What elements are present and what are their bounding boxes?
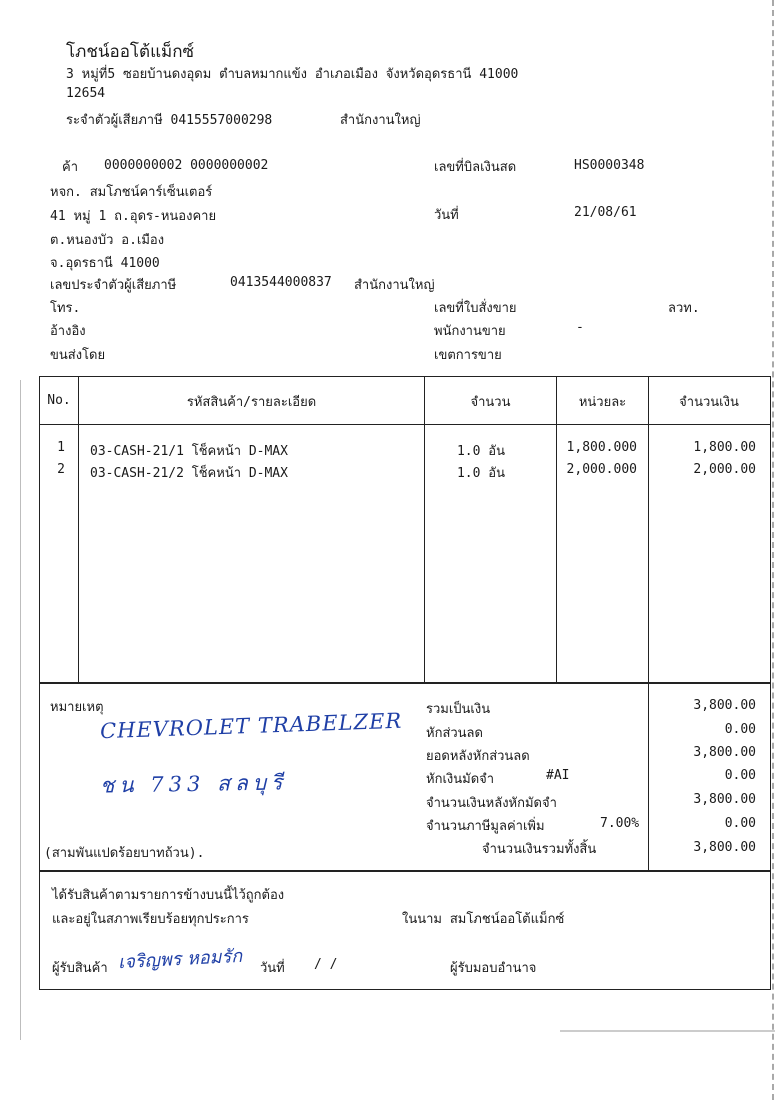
bill-no: HS0000348 — [574, 158, 645, 173]
customer-name: หจก. สมโภชน์คาร์เซ็นเตอร์ — [50, 185, 213, 200]
company-name: โภชน์ออโต้แม็กซ์ — [66, 42, 195, 62]
col-divider — [78, 377, 79, 682]
col-divider — [556, 377, 557, 682]
deposit-label: หักเงินมัดจำ — [426, 772, 495, 787]
row-2-quantity: 1.0 อัน — [456, 466, 505, 481]
amount-in-words: (สามพันแปดร้อยบาทถ้วน). — [44, 846, 205, 861]
header-amount: จำนวนเงิน — [679, 395, 739, 410]
row-1-amount: 1,800.00 — [693, 440, 756, 455]
receiver-label: ผู้รับสินค้า — [52, 961, 108, 976]
authorized-label: ผู้รับมอบอำนาจ — [450, 961, 537, 976]
col-divider — [424, 377, 425, 682]
order-no-value: ลวท. — [668, 301, 700, 316]
discount-value: 0.00 — [724, 722, 756, 737]
received-statement-2: และอยู่ในสภาพเรียบร้อยทุกประการ — [52, 912, 249, 927]
order-no-label: เลขที่ใบสั่งขาย — [434, 301, 517, 316]
on-behalf-of: ในนาม สมโภชน์ออโต้แม็กซ์ — [402, 912, 565, 927]
received-statement-1: ได้รับสินค้าตามรายการข้างบนนี้ไว้ถูกต้อง — [52, 888, 285, 903]
deposit-value: 0.00 — [724, 768, 756, 783]
customer-branch: สำนักงานใหญ่ — [354, 278, 435, 293]
customer-tax-id: 0413544000837 — [230, 275, 332, 290]
subtotal-label: รวมเป็นเงิน — [426, 702, 491, 717]
items-table — [39, 376, 771, 684]
reference-label: อ้างอิง — [50, 324, 86, 339]
company-address: 3 หมู่ที่5 ซอยบ้านดงอุดม ตำบลหมากแข้ง อำเภอเมือง จังหวัดอุดรธานี 41000 — [66, 67, 519, 82]
subtotal-value: 3,800.00 — [693, 698, 756, 713]
col-divider — [648, 377, 649, 682]
handwritten-plate-note: ชน 733 สลบุรี — [99, 770, 288, 798]
vat-label: จำนวนภาษีมูลค่าเพิ่ม — [426, 819, 545, 834]
header-no: No. — [47, 393, 71, 408]
customer-tax-label: เลขประจำตัวผู้เสียภาษี — [50, 278, 177, 293]
customer-label: ค้า — [62, 160, 78, 175]
after-deposit-label: จำนวนเงินหลังหักมัดจำ — [426, 796, 557, 811]
company-branch: สำนักงานใหญ่ — [340, 113, 421, 128]
scan-shadow — [560, 1030, 775, 1032]
header-description: รหัสสินค้า/รายละเอียด — [186, 395, 317, 410]
company-postcode: 12654 — [66, 86, 106, 101]
customer-address-2: ต.หนองบัว อ.เมือง — [50, 233, 165, 248]
customer-address-1: 41 หมู่ 1 ถ.อุดร-หนองคาย — [50, 209, 217, 224]
scan-fold-line — [20, 380, 21, 1040]
row-2-no: 2 — [57, 462, 65, 477]
vat-value: 0.00 — [724, 816, 756, 831]
company-tax-id: ระจำตัวผู้เสียภาษี 0415557000298 — [66, 113, 273, 128]
grand-total-value: 3,800.00 — [693, 840, 756, 855]
row-1-no: 1 — [57, 440, 65, 455]
sales-zone-label: เขตการขาย — [434, 348, 502, 363]
shipping-label: ขนส่งโดย — [50, 348, 106, 363]
receive-date-blank: / / — [314, 957, 338, 972]
remark-label: หมายเหตุ — [50, 700, 104, 715]
bill-no-label: เลขที่บิลเงินสด — [434, 160, 517, 175]
after-discount-label: ยอดหลังหักส่วนลด — [426, 749, 530, 764]
row-2-unit-price: 2,000.000 — [566, 462, 637, 477]
after-discount-value: 3,800.00 — [693, 745, 756, 760]
grand-total-label: จำนวนเงินรวมทั้งสิ้น — [482, 842, 597, 857]
header-unit-price: หน่วยละ — [578, 395, 627, 410]
row-2-amount: 2,000.00 — [693, 462, 756, 477]
discount-label: หักส่วนลด — [426, 726, 483, 741]
salesperson-label: พนักงานขาย — [434, 324, 506, 339]
salesperson-value: - — [576, 320, 584, 335]
handwritten-vehicle-model: CHEVROLET TRABELZER — [99, 708, 403, 744]
date-label: วันที่ — [434, 208, 459, 223]
phone-label: โทร. — [50, 301, 81, 316]
date-value: 21/08/61 — [574, 205, 637, 220]
row-1-quantity: 1.0 อัน — [456, 444, 505, 459]
row-1-unit-price: 1,800.000 — [566, 440, 637, 455]
deposit-ref: #AI — [546, 768, 570, 783]
header-quantity: จำนวน — [470, 395, 511, 410]
receive-date-label: วันที่ — [260, 961, 285, 976]
row-2-description: 03-CASH-21/2 โช็คหน้า D-MAX — [90, 466, 288, 481]
vat-rate: 7.00% — [600, 816, 640, 831]
customer-address-3: จ.อุดรธานี 41000 — [50, 256, 160, 271]
receiver-signature: เจริญพร หอมรัก — [117, 945, 243, 974]
customer-codes: 0000000002 0000000002 — [104, 158, 269, 173]
after-deposit-value: 3,800.00 — [693, 792, 756, 807]
table-header-divider — [40, 424, 770, 425]
row-1-description: 03-CASH-21/1 โช็คหน้า D-MAX — [90, 444, 288, 459]
